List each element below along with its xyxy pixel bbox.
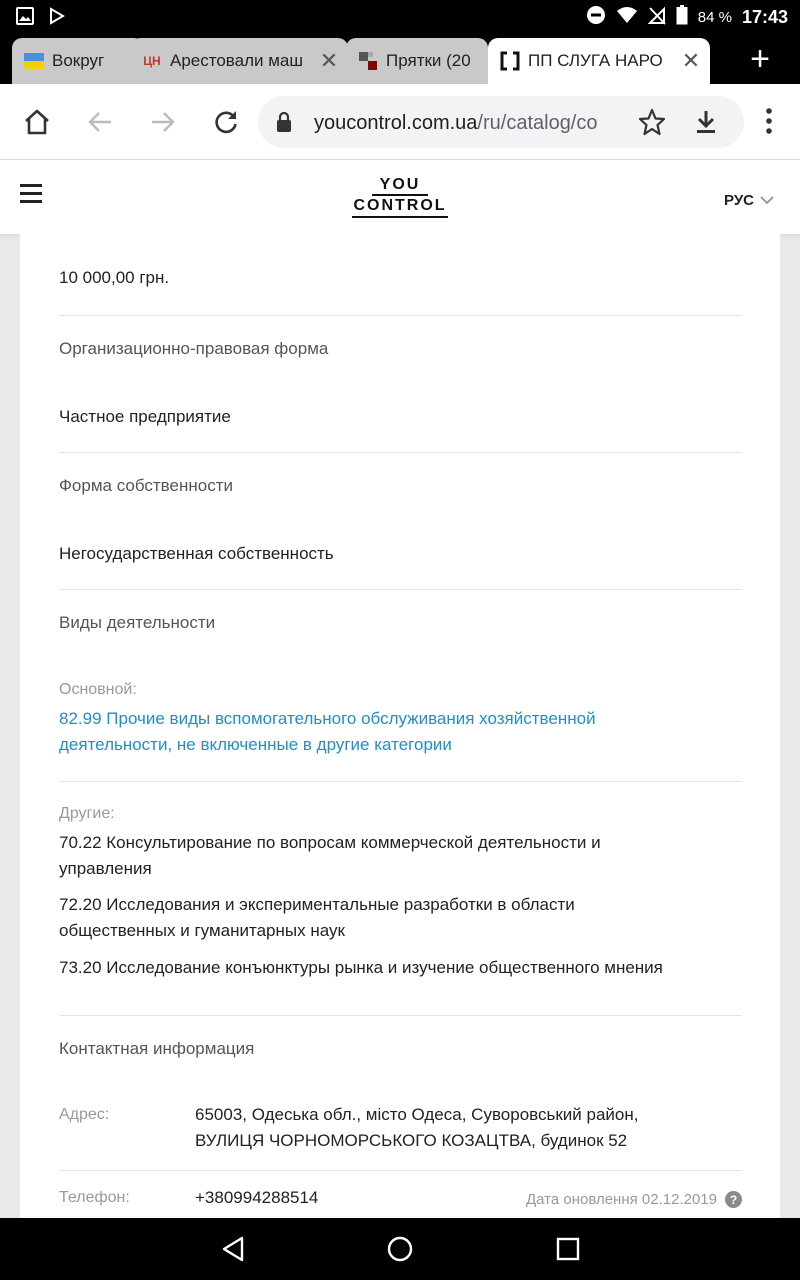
tab-3[interactable] — [346, 38, 488, 84]
activity-line: 73.20 Исследование конъюнктуры рынка и изучение общественного мнения — [59, 958, 663, 977]
bookmark-star-icon[interactable] — [638, 108, 666, 141]
battery-icon — [676, 5, 688, 30]
dnd-icon — [586, 5, 606, 30]
close-tab-icon[interactable]: ✕ — [681, 48, 701, 73]
download-icon[interactable] — [692, 108, 720, 141]
url-text[interactable] — [314, 112, 628, 135]
divider — [59, 589, 742, 590]
address-value — [195, 1102, 638, 1154]
activity-line: 70.22 Консультирование по вопросам коммерческой деятельности и — [59, 833, 601, 852]
other-activity-item — [59, 830, 742, 882]
image-icon — [16, 7, 34, 30]
update-date-text: Дата оновлення 02.12.2019 — [525, 1191, 717, 1208]
ownership-label: Форма собственности — [59, 476, 233, 495]
other-activity-item — [59, 892, 742, 944]
phone-label: Телефон: — [59, 1189, 130, 1206]
wifi-icon — [616, 6, 638, 29]
youcontrol-favicon-icon — [500, 51, 520, 71]
main-activity-line: деятельности, не включенные в другие категории — [59, 735, 452, 754]
tab-title: Прятки (20 — [386, 51, 471, 70]
company-details-card — [20, 234, 780, 1218]
divider — [59, 781, 742, 782]
no-sim-icon — [648, 5, 666, 30]
clock: 17:43 — [741, 6, 788, 27]
divider — [59, 452, 742, 453]
chevron-down-icon — [760, 192, 774, 209]
reload-icon[interactable] — [208, 104, 244, 140]
tab-4-active[interactable] — [488, 38, 710, 84]
lock-icon — [276, 111, 292, 138]
favicon-icon: ЦН — [143, 54, 161, 68]
phone-value[interactable]: +380994288514 — [195, 1188, 319, 1207]
divider — [59, 1015, 742, 1016]
update-date — [526, 1191, 742, 1208]
contact-info-label: Контактная информация — [59, 1039, 255, 1058]
hamburger-menu-icon[interactable] — [20, 184, 42, 204]
logo-bottom: CONTROL — [352, 196, 448, 218]
back-icon[interactable] — [82, 104, 118, 140]
favicon-icon — [358, 51, 378, 71]
activity-line: управления — [59, 859, 152, 878]
legal-form-label: Организационно-правовая форма — [59, 339, 329, 358]
flag-favicon-icon — [24, 51, 44, 71]
address-line: ВУЛИЦЯ ЧОРНОМОРСЬКОГО КОЗАЦТВА, будинок 52 — [195, 1131, 628, 1150]
logo-top: YOU — [372, 176, 428, 196]
battery-percent: 84 % — [697, 8, 732, 26]
new-tab-icon[interactable]: + — [750, 40, 770, 78]
activity-line: общественных и гуманитарных наук — [59, 921, 345, 940]
tab-1[interactable] — [12, 38, 144, 84]
home-icon[interactable] — [19, 104, 55, 140]
divider — [59, 1170, 742, 1171]
activity-line: 72.20 Исследования и экспериментальные разработки в области — [59, 895, 575, 914]
tab-2[interactable] — [130, 38, 348, 84]
status-bar — [0, 0, 800, 34]
activities-label: Виды деятельности — [59, 613, 216, 632]
help-icon[interactable]: ? — [725, 1191, 742, 1208]
close-tab-icon[interactable]: ✕ — [319, 48, 339, 73]
tab-title: Арестовали маш — [170, 51, 304, 70]
other-activities-label: Другие: — [59, 805, 115, 822]
capital-value: 10 000,00 грн. — [59, 268, 170, 287]
nav-recents-icon[interactable] — [553, 1234, 583, 1264]
main-activity-line: 82.99 Прочие виды вспомогательного обслуживания хозяйственной — [59, 709, 596, 728]
tab-strip — [0, 34, 800, 84]
main-activity-link[interactable] — [59, 706, 742, 758]
url-host: youcontrol.com.ua — [314, 112, 478, 134]
ownership-value: Негосударственная собственность — [59, 544, 334, 563]
forward-icon[interactable] — [145, 104, 181, 140]
system-nav-bar — [0, 1218, 800, 1280]
more-menu-icon[interactable] — [762, 106, 776, 141]
play-store-icon — [48, 7, 66, 30]
nav-home-icon[interactable] — [385, 1234, 415, 1264]
site-header — [0, 160, 800, 234]
browser-toolbar — [0, 84, 800, 160]
url-path: /ru/catalog/co — [477, 112, 598, 134]
language-label: РУС — [724, 192, 754, 209]
youcontrol-logo[interactable] — [352, 176, 448, 218]
address-line: 65003, Одеська обл., місто Одеса, Суворовський район, — [195, 1105, 639, 1124]
main-activity-label: Основной: — [59, 681, 137, 698]
address-bar[interactable] — [258, 96, 744, 148]
other-activity-item — [59, 955, 742, 981]
tab-title: ПП СЛУГА НАРО — [528, 51, 663, 70]
tab-title: Вокруг — [52, 51, 105, 70]
legal-form-value: Частное предприятие — [59, 407, 231, 426]
address-label: Адрес: — [59, 1106, 110, 1123]
divider — [59, 315, 742, 316]
nav-back-icon[interactable] — [218, 1234, 248, 1264]
language-selector[interactable] — [724, 192, 774, 209]
